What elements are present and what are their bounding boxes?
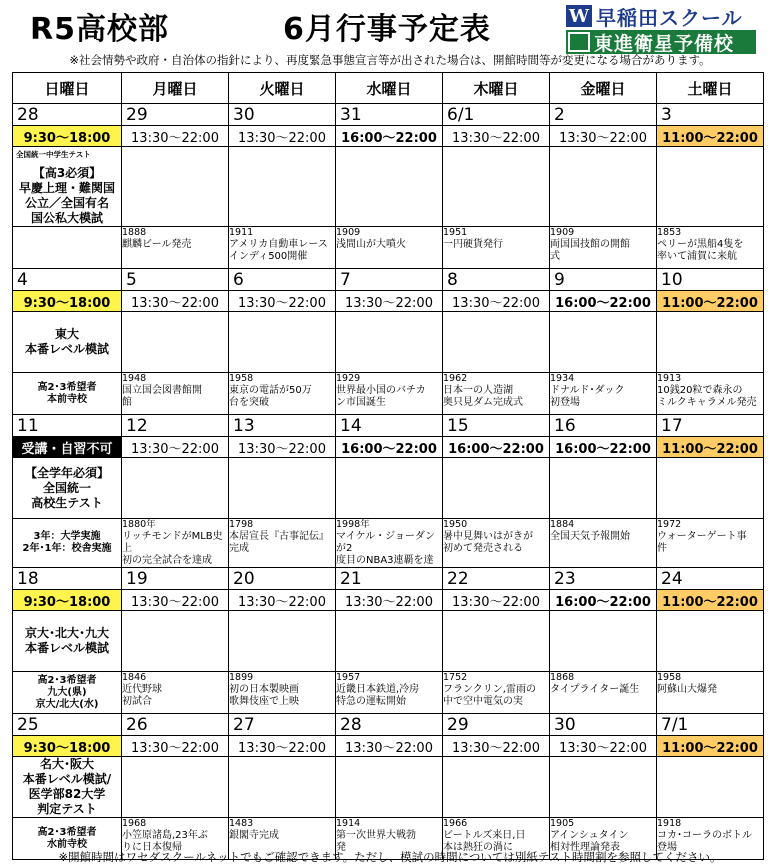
history-text: 麒麟ビール発売 [122, 239, 192, 250]
history-year: 1884 [550, 519, 575, 530]
date-cell: 16 [550, 415, 657, 437]
exam-note-cell: 高2･3希望者 九大(県) 京大/北大(水) [13, 672, 122, 714]
history-year: 1880年 [122, 519, 156, 530]
gate-icon [568, 32, 590, 52]
sunday-exam-cell [13, 458, 122, 519]
exam-title: 東大 本番レベル模試 [24, 327, 109, 356]
opening-hours-cell: 16:00～22:00 [550, 291, 657, 312]
event-cell [657, 312, 764, 373]
logo-yobiko-name: 東進衛星予備校 [594, 32, 735, 55]
history-cell [550, 227, 657, 269]
opening-hours-cell: 13:30～22:00 [336, 590, 443, 611]
event-cell [122, 312, 229, 373]
history-text: 日本一の人造湖 奥只見ダム完成式 [443, 385, 523, 408]
hours-row [13, 291, 764, 312]
event-cell [122, 147, 229, 227]
waseda-w-icon: W [566, 5, 592, 27]
event-cell [122, 458, 229, 519]
date-cell: 19 [122, 568, 229, 590]
history-cell [550, 519, 657, 568]
opening-hours-cell: 9:30～18:00 [13, 590, 122, 611]
date-cell: 22 [443, 568, 550, 590]
weekday-thu: 木曜日 [443, 73, 550, 104]
logo-school-name: 早稲田スクール [596, 5, 743, 30]
history-row [13, 519, 764, 568]
opening-hours-cell: 13:30～22:00 [336, 736, 443, 757]
event-cell [229, 458, 336, 519]
event-row [13, 147, 764, 227]
hours-row [13, 590, 764, 611]
history-year: 1957 [336, 672, 361, 683]
event-cell [336, 611, 443, 672]
event-row [13, 611, 764, 672]
history-text: ドナルド･ダック 初登場 [550, 385, 625, 408]
history-cell [229, 672, 336, 714]
exam-note-cell: 3年：大学実施 2年･1年：校舎実施 [13, 519, 122, 568]
history-cell [336, 227, 443, 269]
date-cell: 9 [550, 269, 657, 291]
sunday-exam-cell [13, 147, 122, 227]
hours-row [13, 126, 764, 147]
opening-hours-cell: 13:30～22:00 [122, 291, 229, 312]
weekday-sat: 土曜日 [657, 73, 764, 104]
opening-hours-cell: 13:30～22:00 [443, 590, 550, 611]
opening-hours-cell: 13:30～22:00 [122, 736, 229, 757]
event-cell [336, 312, 443, 373]
opening-hours-cell: 11:00～22:00 [657, 126, 764, 147]
date-cell: 3 [657, 104, 764, 126]
history-cell [657, 373, 764, 415]
date-cell: 17 [657, 415, 764, 437]
event-cell [550, 458, 657, 519]
exam-info [13, 147, 121, 226]
opening-hours-cell: 11:00～22:00 [657, 291, 764, 312]
date-cell: 26 [122, 714, 229, 736]
date-cell: 6 [229, 269, 336, 291]
date-cell: 7 [336, 269, 443, 291]
history-text: アメリカ自動車レース インディ500開催 [229, 239, 328, 262]
title-schedule: 6月行事予定表 [283, 12, 491, 47]
history-text: 近畿日本鉄道,冷房 特急の運転開始 [336, 684, 420, 707]
date-cell: 12 [122, 415, 229, 437]
event-cell [122, 611, 229, 672]
history-year: 1913 [657, 373, 682, 384]
event-cell [336, 147, 443, 227]
history-text: リッチモンドがMLB史上 初の完全試合を達成 [122, 531, 223, 566]
history-text: タイプライター誕生 [550, 684, 640, 695]
title-school: R5高校部 [30, 12, 169, 47]
event-cell [657, 757, 764, 818]
event-cell [336, 757, 443, 818]
school-logo [566, 4, 756, 54]
date-row [13, 415, 764, 437]
event-cell [443, 611, 550, 672]
opening-hours-cell: 13:30～22:00 [229, 291, 336, 312]
event-cell [229, 312, 336, 373]
history-year: 1934 [550, 373, 575, 384]
date-cell: 25 [13, 714, 122, 736]
date-cell: 14 [336, 415, 443, 437]
opening-hours-cell: 13:30～22:00 [229, 437, 336, 458]
history-text: 銀閣寺完成 [229, 830, 279, 841]
history-text: コカ･コーラのボトル 登場 [657, 830, 752, 853]
history-text: 阿蘇山大爆発 [657, 684, 717, 695]
history-cell [550, 373, 657, 415]
history-year: 1951 [443, 227, 468, 238]
history-year: 1911 [229, 227, 254, 238]
opening-hours-cell: 13:30～22:00 [336, 291, 443, 312]
history-cell [443, 227, 550, 269]
date-cell: 15 [443, 415, 550, 437]
opening-hours-cell: 16:00～22:00 [550, 590, 657, 611]
history-text: 東京の電話が50万 台を突破 [229, 385, 312, 408]
history-text: 両国国技館の開館 式 [550, 239, 630, 262]
history-cell [657, 227, 764, 269]
opening-hours-cell: 13:30～22:00 [550, 736, 657, 757]
history-year: 1972 [657, 519, 682, 530]
event-cell [550, 757, 657, 818]
opening-hours-cell: 13:30～22:00 [550, 126, 657, 147]
sunday-exam-cell [13, 312, 122, 373]
opening-hours-cell: 16:00～22:00 [336, 437, 443, 458]
history-year: 1914 [336, 818, 361, 829]
schedule-table [12, 72, 764, 860]
date-row [13, 568, 764, 590]
sunday-exam-cell [13, 611, 122, 672]
history-row [13, 373, 764, 415]
history-cell [443, 672, 550, 714]
date-cell: 24 [657, 568, 764, 590]
exam-title: 京大･北大･九大 本番レベル模試 [24, 626, 109, 655]
history-year: 1483 [229, 818, 254, 829]
history-cell [122, 227, 229, 269]
history-cell [122, 373, 229, 415]
history-year: 1899 [229, 672, 254, 683]
date-cell: 31 [336, 104, 443, 126]
event-cell [443, 312, 550, 373]
event-cell [443, 458, 550, 519]
history-year: 1958 [229, 373, 254, 384]
weekday-wed: 水曜日 [336, 73, 443, 104]
exam-info [13, 626, 121, 656]
opening-hours-cell: 13:30～22:00 [122, 590, 229, 611]
opening-hours-cell: 13:30～22:00 [229, 590, 336, 611]
date-cell: 27 [229, 714, 336, 736]
event-cell [229, 147, 336, 227]
weekday-header-row [13, 73, 764, 104]
date-cell: 23 [550, 568, 657, 590]
history-cell [336, 373, 443, 415]
history-cell [122, 519, 229, 568]
history-year: 1798 [229, 519, 254, 530]
opening-hours-cell: 13:30～22:00 [229, 736, 336, 757]
history-text: 初の日本製映画 歌舞伎座で上映 [229, 684, 299, 707]
history-year: 1958 [657, 672, 682, 683]
date-cell: 18 [13, 568, 122, 590]
history-text: ビートルズ来日,日 本は熱狂の渦に [443, 830, 526, 853]
history-text: 一円硬貨発行 [443, 239, 503, 250]
history-text: 10銭20粒で森永の ミルクキャラメル発売 [657, 385, 757, 408]
history-text: ペリーが黒船4隻を 率いて浦賀に来航 [657, 239, 744, 262]
date-cell: 4 [13, 269, 122, 291]
history-year: 1962 [443, 373, 468, 384]
history-year: 1968 [122, 818, 147, 829]
history-text: アインシュタイン 相対性理論発表 [550, 830, 629, 853]
weekday-sun: 日曜日 [13, 73, 122, 104]
opening-hours-cell: 16:00～22:00 [336, 126, 443, 147]
history-cell [657, 519, 764, 568]
exam-title: 【全学年必須】 全国統一 高校生テスト [24, 465, 109, 510]
event-cell [229, 757, 336, 818]
history-year: 1868 [550, 672, 575, 683]
history-text: 小笠原諸島,23年ぶ りに日本復帰 [122, 830, 208, 853]
date-cell: 30 [550, 714, 657, 736]
exam-note-cell [13, 227, 122, 269]
event-cell [657, 147, 764, 227]
date-cell: 28 [336, 714, 443, 736]
history-row [13, 672, 764, 714]
history-year: 1918 [657, 818, 682, 829]
history-cell [550, 672, 657, 714]
history-cell [229, 519, 336, 568]
date-cell: 2 [550, 104, 657, 126]
event-cell [336, 458, 443, 519]
history-text: ウォーターゲート事 件 [657, 531, 747, 554]
date-cell: 21 [336, 568, 443, 590]
date-cell: 6/1 [443, 104, 550, 126]
history-cell [122, 672, 229, 714]
history-text: フランクリン,雷雨の 中で空中電気の実 [443, 684, 536, 707]
exam-info [13, 466, 121, 511]
history-year: 1966 [443, 818, 468, 829]
opening-hours-cell: 13:30～22:00 [122, 126, 229, 147]
date-cell: 29 [122, 104, 229, 126]
history-year: 1948 [122, 373, 147, 384]
opening-hours-cell: 13:30～22:00 [229, 126, 336, 147]
history-text: 浅間山が大噴火 [336, 239, 406, 250]
history-year: 1853 [657, 227, 682, 238]
history-year: 1909 [336, 227, 361, 238]
history-text: 近代野球 初試合 [122, 684, 162, 707]
exam-note-cell: 高2･3希望者 水前寺校 [13, 818, 122, 860]
header [0, 0, 780, 70]
hours-row [13, 736, 764, 757]
date-cell: 30 [229, 104, 336, 126]
history-text: 暑中見舞いはがきが 初めて発売される [443, 531, 533, 554]
history-text: 第一次世界大戦勃 発 [336, 830, 416, 853]
date-cell: 7/1 [657, 714, 764, 736]
date-row [13, 269, 764, 291]
exam-title: 名大･阪大 本番レベル模試/ 医学部82大学 判定テスト [22, 757, 112, 816]
weekday-tue: 火曜日 [229, 73, 336, 104]
history-cell [229, 373, 336, 415]
history-row [13, 227, 764, 269]
opening-hours-cell: 9:30～18:00 [13, 736, 122, 757]
date-cell: 5 [122, 269, 229, 291]
event-cell [122, 757, 229, 818]
event-cell [657, 458, 764, 519]
history-cell [336, 672, 443, 714]
history-year: 1846 [122, 672, 147, 683]
event-row [13, 312, 764, 373]
history-text: 世界最小国のバチカ ン市国誕生 [336, 385, 426, 408]
weekday-mon: 月曜日 [122, 73, 229, 104]
opening-hours-cell: 13:30～22:00 [443, 736, 550, 757]
exam-title: 【高3必須】 早慶上理・難関国 公立／全国有名 国公私大模試 [18, 166, 115, 225]
footer-note: ※開館時間はワセダスクールネットでもご確認できます。ただし、模試の時間については別紙テスト時間割を参照してください。 [58, 850, 722, 864]
opening-hours-cell: 13:30～22:00 [443, 291, 550, 312]
event-cell [550, 147, 657, 227]
opening-hours-cell: 16:00～22:00 [550, 437, 657, 458]
sunday-exam-cell [13, 757, 122, 818]
date-row [13, 104, 764, 126]
date-cell: 10 [657, 269, 764, 291]
exam-small-label: 全国統一中学生テスト [16, 150, 91, 159]
date-cell: 13 [229, 415, 336, 437]
date-cell: 28 [13, 104, 122, 126]
exam-note-cell: 高2･3希望者 本前寺校 [13, 373, 122, 415]
event-row [13, 757, 764, 818]
exam-info [13, 327, 121, 357]
event-row [13, 458, 764, 519]
event-cell [550, 611, 657, 672]
history-cell [443, 519, 550, 568]
history-year: 1929 [336, 373, 361, 384]
opening-hours-cell: 11:00～22:00 [657, 590, 764, 611]
opening-hours-cell: 11:00～22:00 [657, 437, 764, 458]
opening-hours-cell: 9:30～18:00 [13, 291, 122, 312]
weekday-fri: 金曜日 [550, 73, 657, 104]
closed-badge: 受講・自習不可 [13, 437, 122, 458]
hours-row [13, 437, 764, 458]
history-year: 1752 [443, 672, 468, 683]
opening-hours-cell: 9:30～18:00 [13, 126, 122, 147]
history-year: 1998年 [336, 519, 370, 530]
date-cell: 29 [443, 714, 550, 736]
exam-info [13, 757, 121, 817]
history-cell [229, 227, 336, 269]
history-text: 本居宣長『古事記伝』 完成 [229, 531, 329, 554]
history-year: 1905 [550, 818, 575, 829]
history-year: 1950 [443, 519, 468, 530]
history-text: 国立国会図書館開 館 [122, 385, 202, 408]
history-year: 1888 [122, 227, 147, 238]
event-cell [443, 147, 550, 227]
opening-hours-cell: 11:00～22:00 [657, 736, 764, 757]
date-cell: 20 [229, 568, 336, 590]
history-text: マイケル・ジョーダンが2 度目のNBA3連覇を達 [336, 531, 435, 566]
event-cell [229, 611, 336, 672]
date-row [13, 714, 764, 736]
history-text: 全国天気予報開始 [550, 531, 630, 542]
date-cell: 8 [443, 269, 550, 291]
date-cell: 11 [13, 415, 122, 437]
opening-hours-cell: 16:00～22:00 [443, 437, 550, 458]
history-cell [443, 373, 550, 415]
history-year: 1909 [550, 227, 575, 238]
opening-hours-cell: 13:30～22:00 [122, 437, 229, 458]
event-cell [443, 757, 550, 818]
notice-text: ※社会情勢や政府・自治体の指針により、再度緊急事態宣言等が出された場合は、開館時間等が変更になる場合があります。 [69, 53, 711, 67]
opening-hours-cell: 13:30～22:00 [443, 126, 550, 147]
history-cell [657, 672, 764, 714]
history-cell [336, 519, 443, 568]
event-cell [550, 312, 657, 373]
event-cell [657, 611, 764, 672]
